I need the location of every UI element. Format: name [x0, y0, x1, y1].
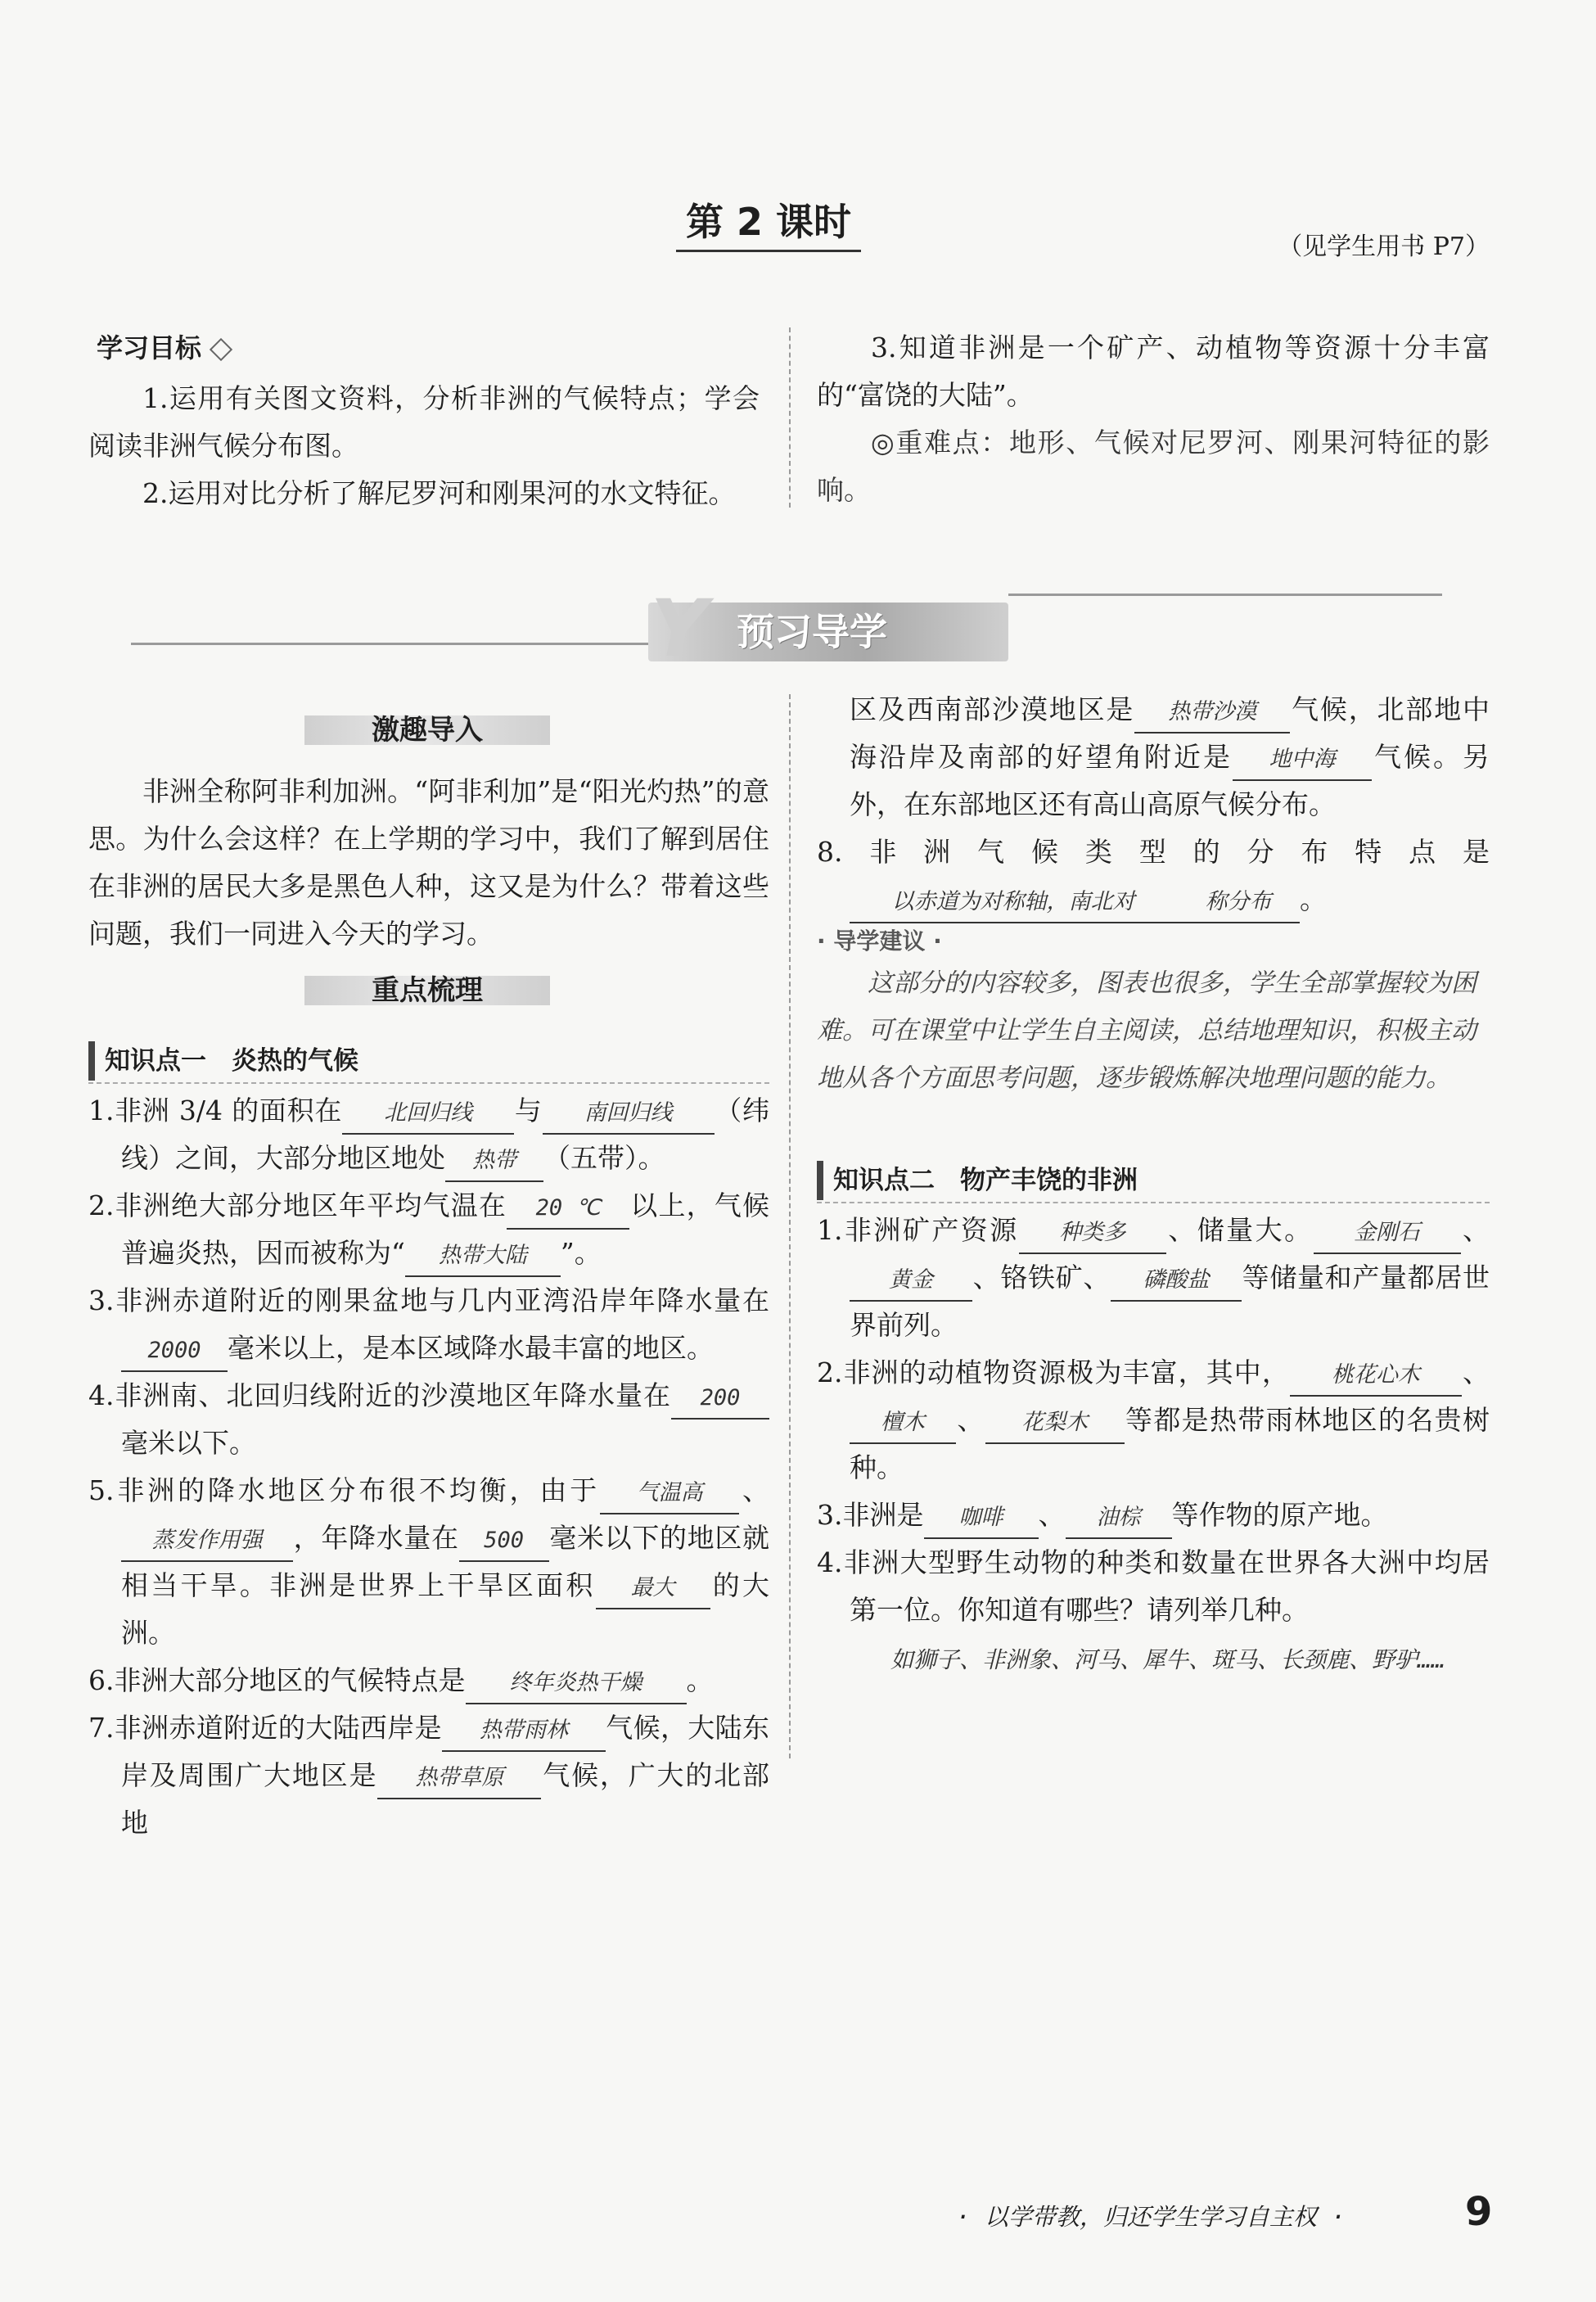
answer-blank[interactable]: 最大	[596, 1569, 710, 1609]
q-text: 毫米以下的地区就相当干旱。非洲是世界上干旱区面积	[121, 1522, 770, 1601]
answer-blank[interactable]: 终年炎热干燥	[466, 1663, 687, 1704]
answer-blank[interactable]: 咖啡	[924, 1498, 1039, 1539]
intro-heading-box	[304, 709, 550, 747]
title-underline	[676, 250, 861, 252]
answer-blank[interactable]: 气温高	[600, 1474, 739, 1514]
goal-item: 3.知道非洲是一个矿产、动植物等资源十分丰富的“富饶的大陆”。	[817, 332, 1490, 411]
q-text: 8.非洲气候类型的分布特点是	[817, 836, 1490, 868]
q-text: 、	[1461, 1356, 1490, 1388]
diamond-icon	[210, 338, 232, 361]
answer-blank[interactable]: 热带雨林	[442, 1711, 606, 1752]
advice-box	[817, 923, 1490, 1102]
q-text: 、储量大。	[1165, 1214, 1314, 1246]
column-divider	[789, 694, 791, 1758]
q-text: 气候。另外，在东部地区还有高山高原气候分布。	[850, 741, 1490, 820]
goals-heading	[97, 327, 229, 368]
kp1-list	[88, 1087, 769, 1847]
q-text: 与	[514, 1095, 543, 1126]
answer-blank[interactable]: 热带草原	[377, 1758, 541, 1799]
answer-blank[interactable]: 20 ℃	[507, 1189, 629, 1230]
answer-blank[interactable]: 称分布	[1177, 882, 1300, 923]
q-text: 4.非洲大型野生动物的种类和数量在世界各大洲中均居第一位。你知道有哪些？请列举几种。	[817, 1546, 1490, 1626]
answer-blank[interactable]: 北回归线	[342, 1094, 514, 1135]
q-text: （纬线）之间，大部分地区地处	[121, 1095, 770, 1174]
q-text: 等作物的原产地。	[1171, 1499, 1388, 1531]
answer-blank[interactable]: 200	[671, 1379, 769, 1420]
advice-text: 这部分的内容较多，图表也很多，学生全部掌握较为困难。可在课堂中让学生自主阅读，总结地理知识，积极主动地从各个方面思考问题，逐步锻炼解决地理问题的能力。	[817, 968, 1477, 1093]
banner-line-right	[1008, 594, 1442, 596]
intro-body	[88, 768, 769, 958]
q-text: 以上，气候普遍炎热，因而被称为“	[121, 1189, 770, 1269]
answer-blank[interactable]: 以赤道为对称轴，南北对	[850, 882, 1177, 923]
goal-item: 1.运用有关图文资料，分析非洲的气候特点；学会阅读非洲气候分布图。	[88, 382, 760, 462]
q-text: 、	[739, 1474, 769, 1506]
kp1-q7-continued	[817, 686, 1490, 923]
q-text: 、铬铁矿、	[972, 1262, 1111, 1293]
footer-slogan: · 以学带教，归还学生学习自主权 ·	[956, 2203, 1346, 2231]
banner-line-left	[131, 643, 655, 645]
q-text: 1.非洲 3/4 的面积在	[88, 1095, 343, 1126]
q-text: 、	[956, 1404, 985, 1436]
goals-divider	[789, 327, 791, 508]
banner-label: 预习导学	[737, 610, 887, 654]
goal-item: 2.运用对比分析了解尼罗河和刚果河的水文特征。	[142, 477, 736, 509]
answer-blank[interactable]: 桃花心木	[1290, 1356, 1462, 1397]
q-text: 2.非洲绝大部分地区年平均气温在	[88, 1189, 507, 1221]
q-text-fragment: 气候，广大的北部地	[121, 1759, 770, 1839]
q-text: 、	[1460, 1214, 1490, 1246]
q-text: 等储量和产量都居世界前列。	[850, 1262, 1490, 1341]
kp2-rule	[817, 1202, 1490, 1203]
kp1-rule	[88, 1082, 769, 1084]
kp2-q2	[817, 1349, 1490, 1492]
banner-letter: Y	[651, 583, 708, 675]
q-text: 6.非洲大部分地区的气候特点是	[88, 1664, 466, 1696]
goals-left	[88, 375, 760, 517]
intro-text: 非洲全称阿非利加洲。“阿非利加”是“阳光灼热”的意思。为什么会这样？在上学期的学习中，我们了解到居住在非洲的居民大多是黑色人种，这又是为什么？带着这些问题，我们一同进入今天的学习。	[88, 775, 769, 950]
kp1-q3	[88, 1277, 769, 1372]
kp2-q3	[817, 1492, 1490, 1539]
key-point: ◎重难点：地形、气候对尼罗河、刚果河特征的影响。	[817, 427, 1490, 506]
kp1-q5	[88, 1467, 769, 1657]
q-text: 5.非洲的降水地区分布很不均衡，由于	[88, 1474, 601, 1506]
q-text: 毫米以下。	[121, 1427, 256, 1459]
q-text: 毫米以上，是本区域降水最丰富的地区。	[228, 1332, 714, 1364]
q-text: ，年降水量在	[293, 1522, 459, 1554]
kp1-q7-part1	[88, 1704, 769, 1847]
q-text: 3.非洲是	[817, 1499, 924, 1531]
answer-blank[interactable]: 金刚石	[1314, 1213, 1461, 1254]
kp1-q4	[88, 1372, 769, 1467]
q-text: （五带）。	[543, 1142, 665, 1174]
review-heading: 重点梳理	[372, 974, 483, 1007]
q-text: 2.非洲的动植物资源极为丰富，其中，	[817, 1356, 1290, 1388]
q-text: 7.非洲赤道附近的大陆西岸是	[88, 1712, 442, 1744]
page-number: 9	[1465, 2189, 1493, 2235]
q-text: 。	[1300, 883, 1327, 915]
answer-blank[interactable]: 花梨木	[985, 1403, 1125, 1444]
kp1-q6	[88, 1657, 769, 1704]
kp2-q4	[817, 1539, 1490, 1634]
answer-blank[interactable]: 热带沙漠	[1134, 693, 1290, 733]
lesson-title: 第 2 课时	[685, 200, 852, 244]
q-text: ”。	[560, 1237, 602, 1269]
q-text: 、	[1038, 1499, 1066, 1531]
book-reference: （见学生用书 P7）	[1278, 232, 1490, 261]
answer-blank[interactable]: 檀木	[850, 1403, 956, 1444]
q-text: 等都是热带雨林地区的名贵树种。	[850, 1404, 1490, 1483]
intro-heading: 激趣导入	[372, 714, 483, 747]
q-text: 1.非洲矿产资源	[817, 1214, 1019, 1246]
q-text: 。	[686, 1664, 714, 1696]
kp2-q4-answer[interactable]: 如狮子、非洲象、河马、犀牛、斑马、长颈鹿、野驴……	[890, 1646, 1445, 1673]
kp2-q1	[817, 1207, 1490, 1349]
answer-blank[interactable]: 黄金	[850, 1261, 972, 1302]
answer-blank[interactable]: 地中海	[1233, 740, 1372, 781]
answer-blank[interactable]: 南回归线	[543, 1094, 715, 1135]
kp1-q1	[88, 1087, 769, 1182]
kp1-q8	[817, 828, 1490, 923]
answer-blank[interactable]: 种类多	[1019, 1213, 1166, 1254]
kp2-title: 知识点二 物产丰饶的非洲	[817, 1161, 1292, 1200]
q7-continued	[817, 686, 1490, 828]
answer-blank[interactable]: 油棕	[1066, 1498, 1172, 1539]
answer-blank[interactable]: 磷酸盐	[1111, 1261, 1242, 1302]
q-text-fragment: 气候，北部地中海沿岸及南部的好望角附近是	[850, 693, 1490, 773]
answer-blank[interactable]: 热带	[445, 1141, 543, 1182]
answer-blank[interactable]: 热带大陆	[405, 1236, 561, 1277]
q-text: 4.非洲南、北回归线附近的沙漠地区年降水量在	[88, 1379, 671, 1411]
kp1-title: 知识点一 炎热的气候	[88, 1041, 563, 1081]
q-text: 的大洲。	[121, 1569, 770, 1649]
q-text: 气候，大陆东岸及周围广大地区是	[121, 1712, 769, 1791]
review-heading-box	[304, 969, 550, 1007]
goals-right	[817, 324, 1490, 514]
kp1-q2	[88, 1182, 769, 1277]
q-text: 3.非洲赤道附近的刚果盆地与几内亚湾沿岸年降水量在	[88, 1284, 769, 1316]
answer-blank[interactable]: 2000	[121, 1331, 228, 1372]
advice-heading: · 导学建议 ·	[817, 928, 942, 955]
kp2-list	[817, 1207, 1490, 1681]
answer-blank[interactable]: 500	[459, 1521, 549, 1562]
goals-heading-text: 学习目标	[97, 332, 202, 363]
answer-blank[interactable]: 蒸发作用强	[121, 1521, 293, 1562]
q-text-fragment: 区及西南部沙漠地区是	[850, 693, 1135, 725]
